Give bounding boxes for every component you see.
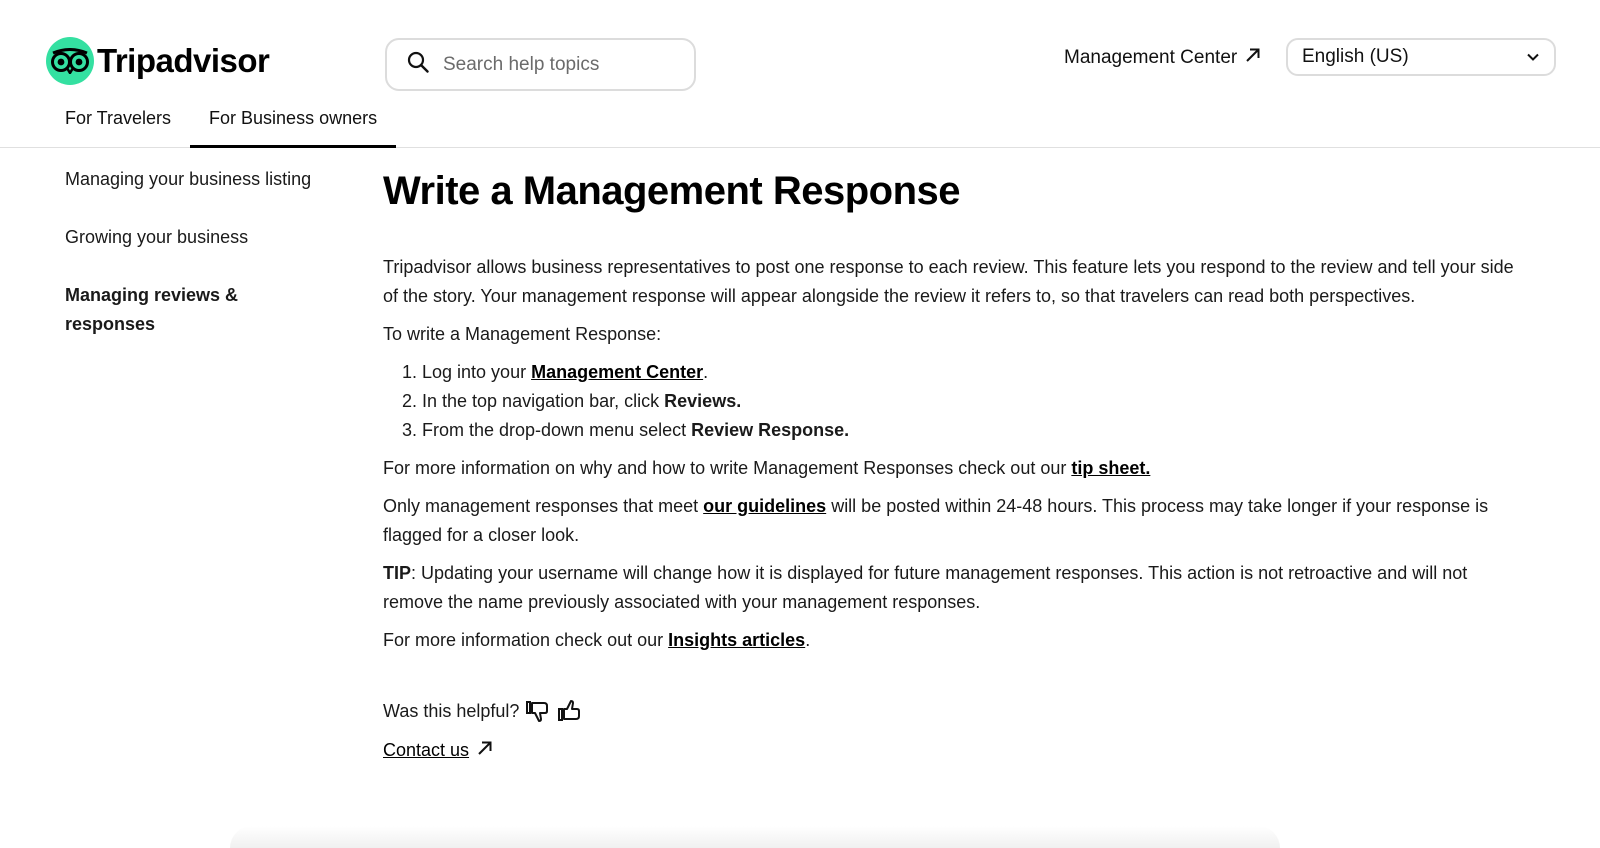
logo-wordmark: Tripadvisor [97, 42, 270, 79]
audience-tabs [46, 104, 396, 148]
help-sidebar [65, 165, 315, 368]
tip-label: TIP [383, 563, 412, 583]
para-text: will be posted within 24-48 hours. This process may take longer if your response is flagged for a closer look. [383, 496, 1489, 545]
thumbs-down-icon[interactable] [525, 698, 551, 724]
sidebar-item-growing-business[interactable]: Growing your business [65, 227, 249, 247]
tab-for-business-owners[interactable]: For Business owners [190, 104, 396, 148]
thumbs-up-icon[interactable] [557, 698, 583, 724]
article-intro: Tripadvisor allows business representatives to post one response to each review. This feature lets you respond to the review and tell your side of the story. Your management response will appear alongside the review it refers to, so that travelers can read both perspectives. [383, 257, 1514, 306]
sidebar-item-managing-listing[interactable]: Managing your business listing [65, 169, 312, 189]
sidebar-item-managing-reviews[interactable]: Managing reviews & responses [65, 285, 239, 334]
external-arrow-icon [469, 740, 493, 761]
step-text: In the top navigation bar, click [422, 391, 665, 411]
tripadvisor-logo[interactable] [46, 37, 269, 85]
list-item [422, 387, 1523, 416]
more-info-paragraph [383, 454, 1523, 483]
search-box[interactable] [385, 38, 696, 91]
management-center-label: Management Center [1064, 47, 1238, 68]
search-input[interactable] [443, 54, 663, 76]
list-item [422, 358, 1523, 387]
article [383, 165, 1523, 765]
steps-intro: To write a Management Response: [383, 324, 662, 344]
feedback-row [383, 695, 1523, 727]
insights-articles-link[interactable]: Insights articles [668, 630, 806, 650]
language-value: English (US) [1302, 46, 1409, 67]
step-text: Log into your [422, 362, 532, 382]
footer-shadow [230, 826, 1280, 848]
para-text: For more information check out our [383, 630, 669, 650]
tip-paragraph [383, 559, 1523, 617]
step-text: From the drop-down menu select [422, 420, 692, 440]
management-center-article-link[interactable]: Management Center [531, 362, 704, 382]
guidelines-paragraph [383, 492, 1523, 550]
tip-sheet-link[interactable]: tip sheet. [1071, 458, 1151, 478]
step-text: . [703, 362, 709, 382]
guidelines-link[interactable]: our guidelines [703, 496, 827, 516]
site-header [0, 0, 1600, 148]
steps-list [383, 358, 1523, 445]
contact-us-link[interactable]: Contact us [383, 739, 470, 760]
para-text: For more information on why and how to write Management Responses check out our [383, 458, 1072, 478]
step-emphasis: Reviews. [664, 391, 742, 411]
step-emphasis: Review Response. [691, 420, 850, 440]
insights-paragraph [383, 626, 1523, 655]
feedback-question: Was this helpful? [383, 700, 520, 721]
language-select[interactable] [1286, 38, 1556, 76]
page-title: Write a Management Response [383, 169, 961, 213]
owl-logo-icon [46, 37, 94, 85]
chevron-down-icon [1526, 46, 1540, 68]
para-text: . [805, 630, 811, 650]
external-arrow-icon [1237, 47, 1261, 69]
contact-row [383, 735, 1523, 765]
para-text: : Updating your username will change how it is displayed for future management responses. This action is not retroactive and will not remove the name previously associated with your management responses. [383, 563, 1468, 612]
para-text: Only management responses that meet [383, 496, 704, 516]
management-center-link[interactable] [1064, 44, 1261, 72]
search-icon [407, 51, 429, 78]
tab-for-travelers[interactable]: For Travelers [65, 108, 172, 128]
list-item [422, 416, 1523, 445]
